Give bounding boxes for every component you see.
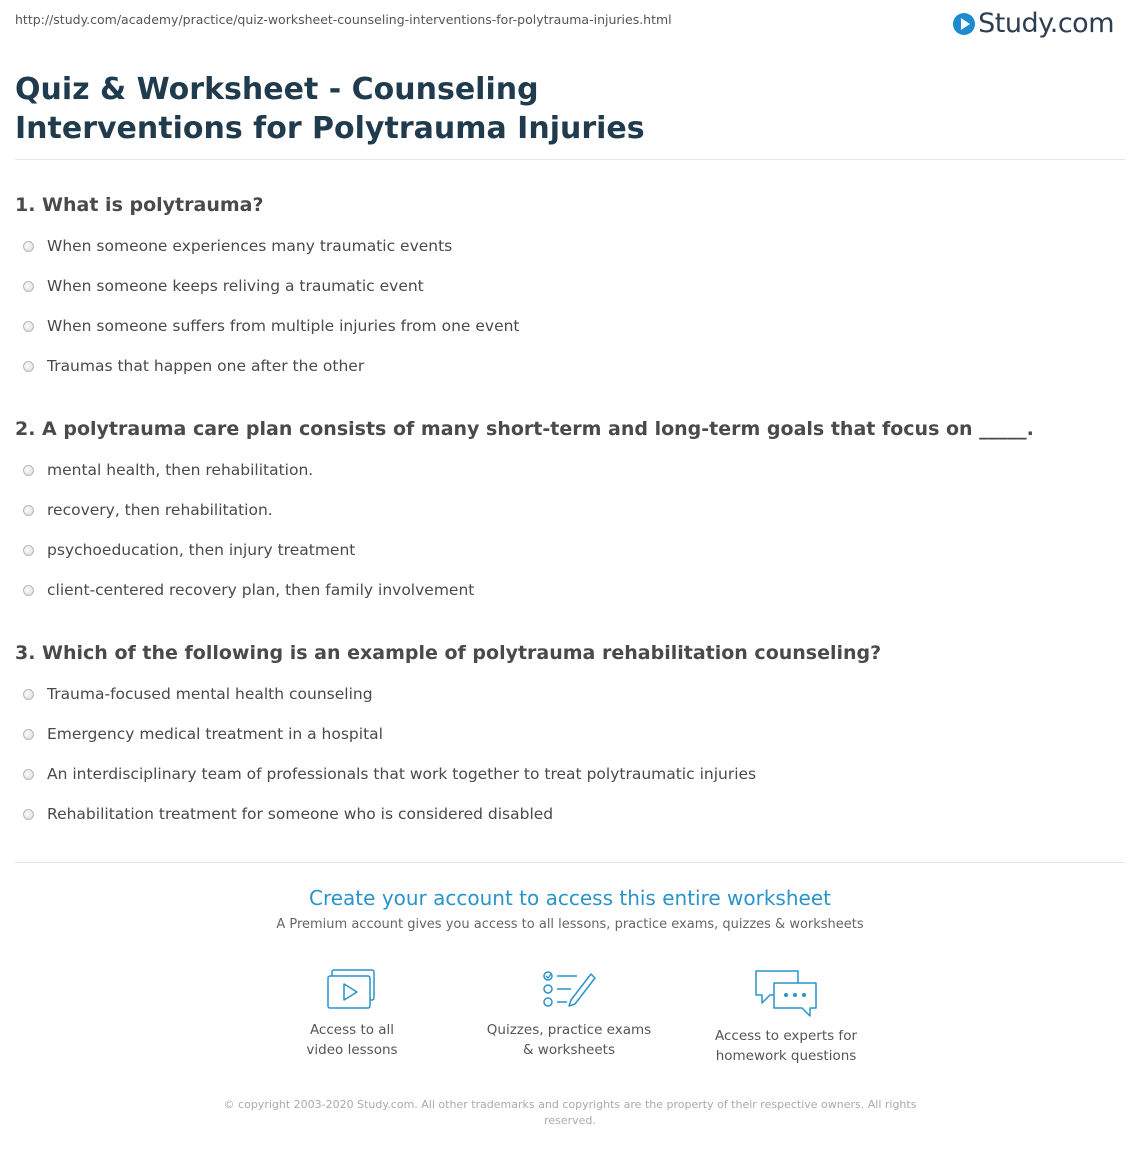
logo-play-icon (953, 13, 975, 35)
q1-option-2[interactable] (23, 277, 424, 295)
option-label: Trauma-focused mental health counseling (47, 685, 373, 703)
q2-option-1[interactable] (23, 461, 313, 479)
option-label: Rehabilitation treatment for someone who is considered disabled (47, 805, 554, 823)
radio-button[interactable] (23, 729, 34, 740)
radio-button[interactable] (23, 769, 34, 780)
question-2: 2. A polytrauma care plan consists of many short-term and long-term goals that focus on _____. (15, 418, 1034, 440)
feature-line: & worksheets (522, 1042, 615, 1058)
option-label: When someone keeps reliving a traumatic event (47, 277, 424, 295)
copyright-line: reserved. (544, 1114, 596, 1127)
cta-divider (15, 862, 1125, 863)
option-label: mental health, then rehabilitation. (47, 461, 314, 479)
feature-quizzes (469, 968, 669, 1060)
feature-video-lessons (252, 968, 452, 1060)
radio-button[interactable] (23, 465, 34, 476)
chat-bubbles-icon (754, 968, 818, 1018)
feature-line: Quizzes, practice exams (486, 1022, 652, 1038)
q2-option-3[interactable] (23, 541, 355, 559)
feature-line: video lessons (306, 1042, 398, 1058)
option-label: Traumas that happen one after the other (47, 357, 365, 375)
q3-option-2[interactable] (23, 725, 383, 743)
page-url: http://study.com/academy/practice/quiz-worksheet-counseling-interventions-for-polytrauma-injuries.html (15, 12, 672, 27)
title-divider (15, 159, 1125, 160)
question-3: 3. Which of the following is an example of polytrauma rehabilitation counseling? (15, 642, 882, 664)
feature-experts (686, 968, 886, 1066)
option-label: psychoeducation, then injury treatment (47, 541, 356, 559)
page-title: Quiz & Worksheet - Counseling Interventions for Polytrauma Injuries (15, 72, 645, 146)
radio-button[interactable] (23, 321, 34, 332)
option-label: When someone experiences many traumatic events (47, 237, 453, 255)
feature-line: Access to all (309, 1022, 395, 1038)
feature-line: Access to experts for (714, 1028, 857, 1044)
quiz-checklist-icon (541, 968, 597, 1012)
option-label: client-centered recovery plan, then family involvement (47, 581, 475, 599)
radio-button[interactable] (23, 689, 34, 700)
feature-line: homework questions (715, 1048, 857, 1064)
question-1: 1. What is polytrauma? (15, 194, 264, 216)
radio-button[interactable] (23, 809, 34, 820)
q3-option-4[interactable] (23, 805, 553, 823)
q3-option-1[interactable] (23, 685, 373, 703)
cta-subtitle: A Premium account gives you access to all lessons, practice exams, quizzes & worksheets (276, 917, 864, 932)
option-label: When someone suffers from multiple injuries from one event (47, 317, 520, 335)
radio-button[interactable] (23, 361, 34, 372)
radio-button[interactable] (23, 281, 34, 292)
radio-button[interactable] (23, 545, 34, 556)
study-logo[interactable] (953, 8, 1114, 39)
option-label: Emergency medical treatment in a hospital (47, 725, 383, 743)
q1-option-3[interactable] (23, 317, 520, 335)
q1-option-1[interactable] (23, 237, 452, 255)
copyright (210, 1097, 930, 1129)
logo-text: Study.com (978, 8, 1114, 39)
video-lessons-icon (326, 968, 378, 1012)
create-account-link[interactable]: Create your account to access this entire worksheet (309, 886, 831, 910)
option-label: recovery, then rehabilitation. (47, 501, 273, 519)
q2-option-4[interactable] (23, 581, 474, 599)
q3-option-3[interactable] (23, 765, 756, 783)
radio-button[interactable] (23, 241, 34, 252)
q1-option-4[interactable] (23, 357, 364, 375)
option-label: An interdisciplinary team of professionals that work together to treat polytraumatic injuries (47, 765, 757, 783)
copyright-line: © copyright 2003-2020 Study.com. All other trademarks and copyrights are the property of their respective owners. All rights (223, 1098, 917, 1111)
q2-option-2[interactable] (23, 501, 273, 519)
radio-button[interactable] (23, 505, 34, 516)
radio-button[interactable] (23, 585, 34, 596)
